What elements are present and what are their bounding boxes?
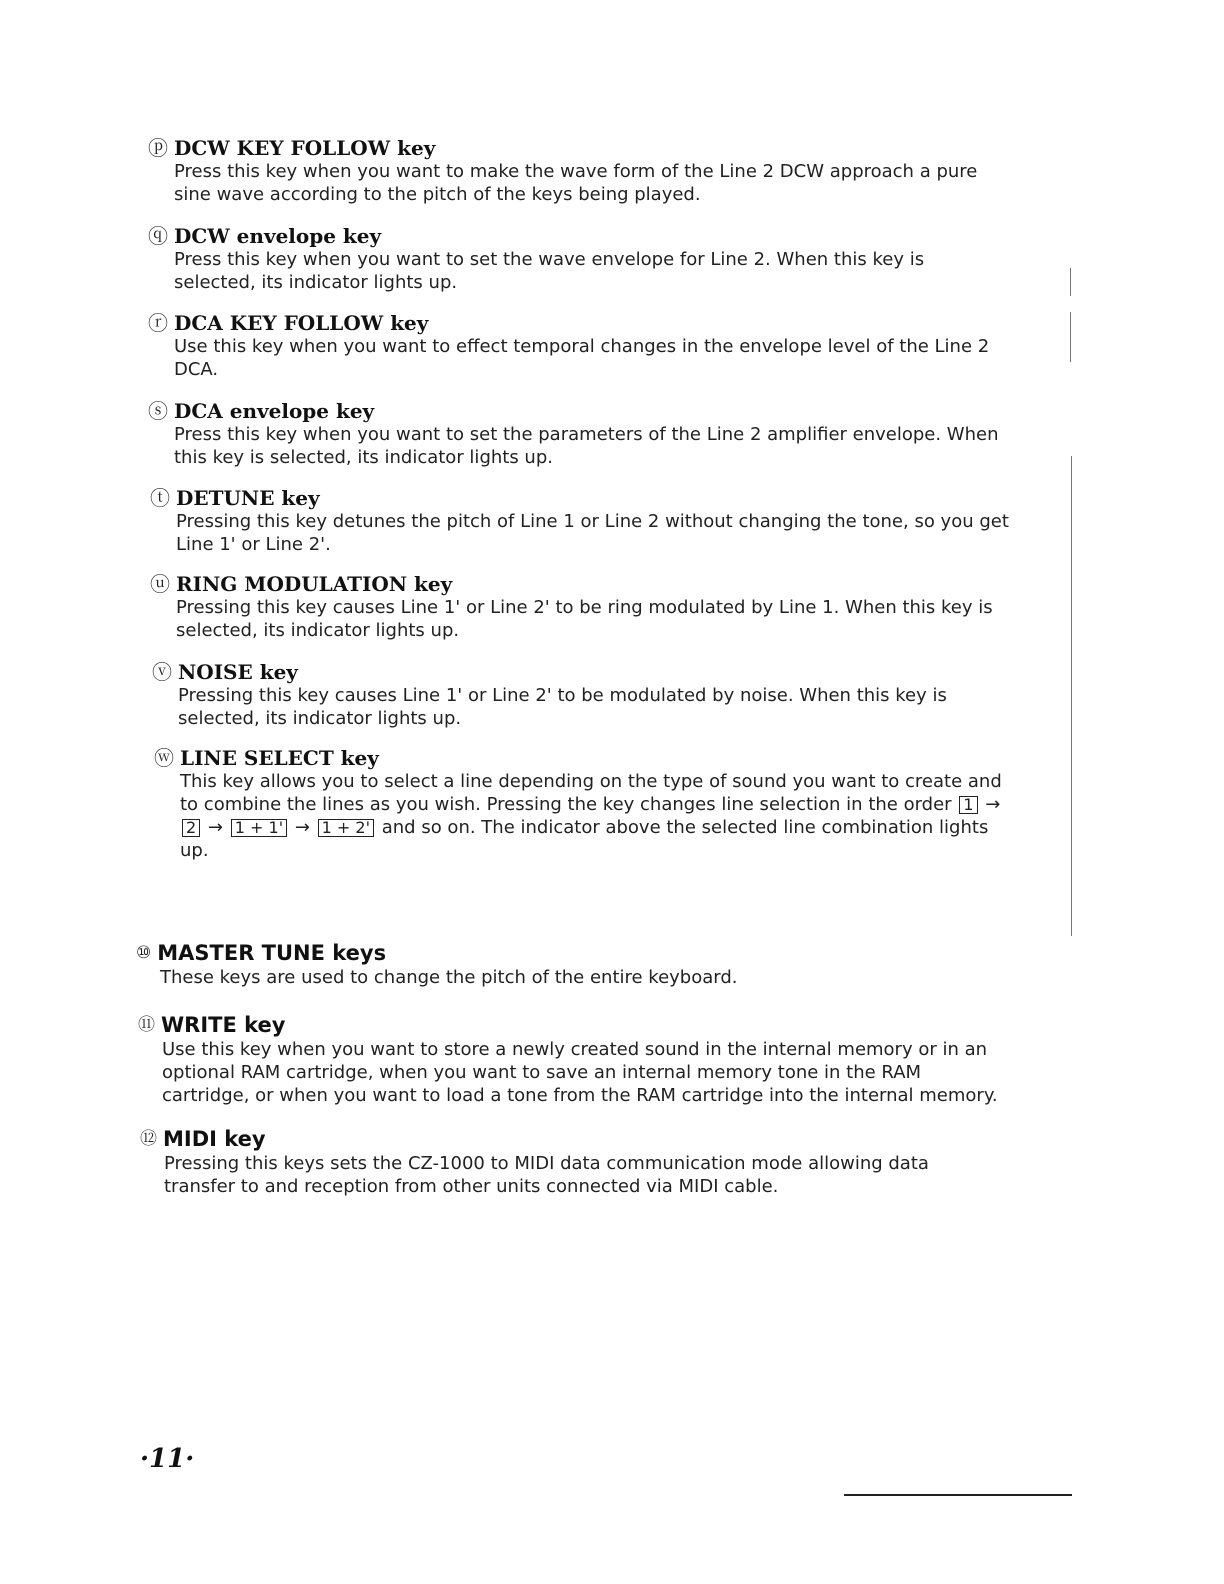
- arrow-icon: →: [207, 817, 224, 838]
- entry-title: MIDI key: [163, 1127, 266, 1151]
- entry-title: DCA envelope key: [174, 399, 375, 423]
- entry-title: WRITE key: [161, 1013, 286, 1037]
- entry-title: DCW envelope key: [174, 224, 382, 248]
- entry-body: Pressing this key causes Line 1' or Line 2' to be modulated by noise. When this key is selected, its indicator lights up.: [178, 685, 947, 729]
- margin-mark: [1070, 312, 1071, 362]
- entry-dcw-envelope: [148, 224, 1008, 294]
- arrow-icon: →: [294, 817, 310, 838]
- entry-midi: [140, 1126, 1000, 1198]
- entry-write: [138, 1012, 998, 1107]
- entry-body: [180, 770, 1014, 862]
- entry-body-text: This key allows you to select a line depending on the type of sound you want to create and to combine the lines as you wish. Pressing the key changes line selection in the order: [180, 771, 1002, 815]
- entry-body: Use this key when you want to store a newly created sound in the internal memory or in an optional RAM cartridge, when you want to save an internal memory tone in the RAM cartridge, or when you want to load a tone from the RAM cartridge into the internal memory.: [162, 1039, 998, 1106]
- entry-detune: [150, 486, 1010, 556]
- bottom-rule: [844, 1494, 1072, 1496]
- entry-noise: [152, 660, 1012, 730]
- entry-body: These keys are used to change the pitch of the entire keyboard.: [160, 967, 738, 988]
- entry-body-text: and so on. The indicator above the selected line combination lights up.: [180, 817, 989, 861]
- entry-marker: ⑩: [136, 943, 152, 963]
- entry-title: RING MODULATION key: [176, 572, 453, 596]
- entry-marker: ⓠ: [148, 224, 168, 248]
- entry-marker: ⓤ: [150, 572, 170, 596]
- entry-line-select: [154, 746, 1014, 862]
- entry-title: LINE SELECT key: [180, 746, 379, 770]
- margin-mark: [1071, 456, 1072, 936]
- entry-ring-modulation: [150, 572, 1010, 642]
- entry-title: DETUNE key: [176, 486, 320, 510]
- entry-body: Press this key when you want to set the parameters of the Line 2 amplifier envelope. When this key is selected, its indicator lights up.: [174, 424, 999, 468]
- entry-body: Use this key when you want to effect temporal changes in the envelope level of the Line 2 DCA.: [174, 336, 990, 380]
- line-order-box: 1 + 1': [231, 819, 287, 837]
- arrow-icon: →: [985, 794, 1001, 815]
- entry-body: Pressing this key detunes the pitch of Line 1 or Line 2 without changing the tone, so you get Line 1' or Line 2'.: [176, 511, 1009, 555]
- line-order-box: 1: [959, 796, 977, 814]
- entry-marker: ⓦ: [154, 746, 174, 770]
- entry-title: MASTER TUNE keys: [157, 941, 387, 965]
- entry-master-tune: [136, 940, 996, 989]
- entry-marker: ⑫: [140, 1129, 157, 1149]
- entry-body: Press this key when you want to set the wave envelope for Line 2. When this key is selected, its indicator lights up.: [174, 249, 925, 293]
- entry-title: DCA KEY FOLLOW key: [174, 311, 429, 335]
- entry-marker: ⓣ: [150, 486, 170, 510]
- line-order-box: 1 + 2': [318, 819, 374, 837]
- entry-body: Press this key when you want to make the wave form of the Line 2 DCW approach a pure sine wave according to the pitch of the keys being played.: [174, 161, 978, 205]
- entry-marker: ⓡ: [148, 311, 168, 335]
- entry-marker: ⓥ: [152, 660, 172, 684]
- line-order-box: 2: [182, 819, 200, 837]
- entry-marker: ⑪: [138, 1015, 155, 1035]
- entry-marker: ⓢ: [148, 399, 168, 423]
- page-number: ·11·: [140, 1444, 195, 1474]
- entry-marker: ⓟ: [148, 136, 168, 160]
- entry-title: DCW KEY FOLLOW key: [174, 136, 436, 160]
- entry-dca-envelope: [148, 399, 1008, 469]
- entry-dcw-key-follow: [148, 136, 1008, 206]
- entry-body: Pressing this keys sets the CZ-1000 to MIDI data communication mode allowing data transfer to and reception from other units connected via MIDI cable.: [164, 1153, 929, 1197]
- entry-title: NOISE key: [178, 660, 298, 684]
- entry-dca-key-follow: [148, 311, 1008, 381]
- entry-body: Pressing this key causes Line 1' or Line 2' to be ring modulated by Line 1. When this key is selected, its indicator lights up.: [176, 597, 993, 641]
- margin-mark: [1070, 268, 1071, 296]
